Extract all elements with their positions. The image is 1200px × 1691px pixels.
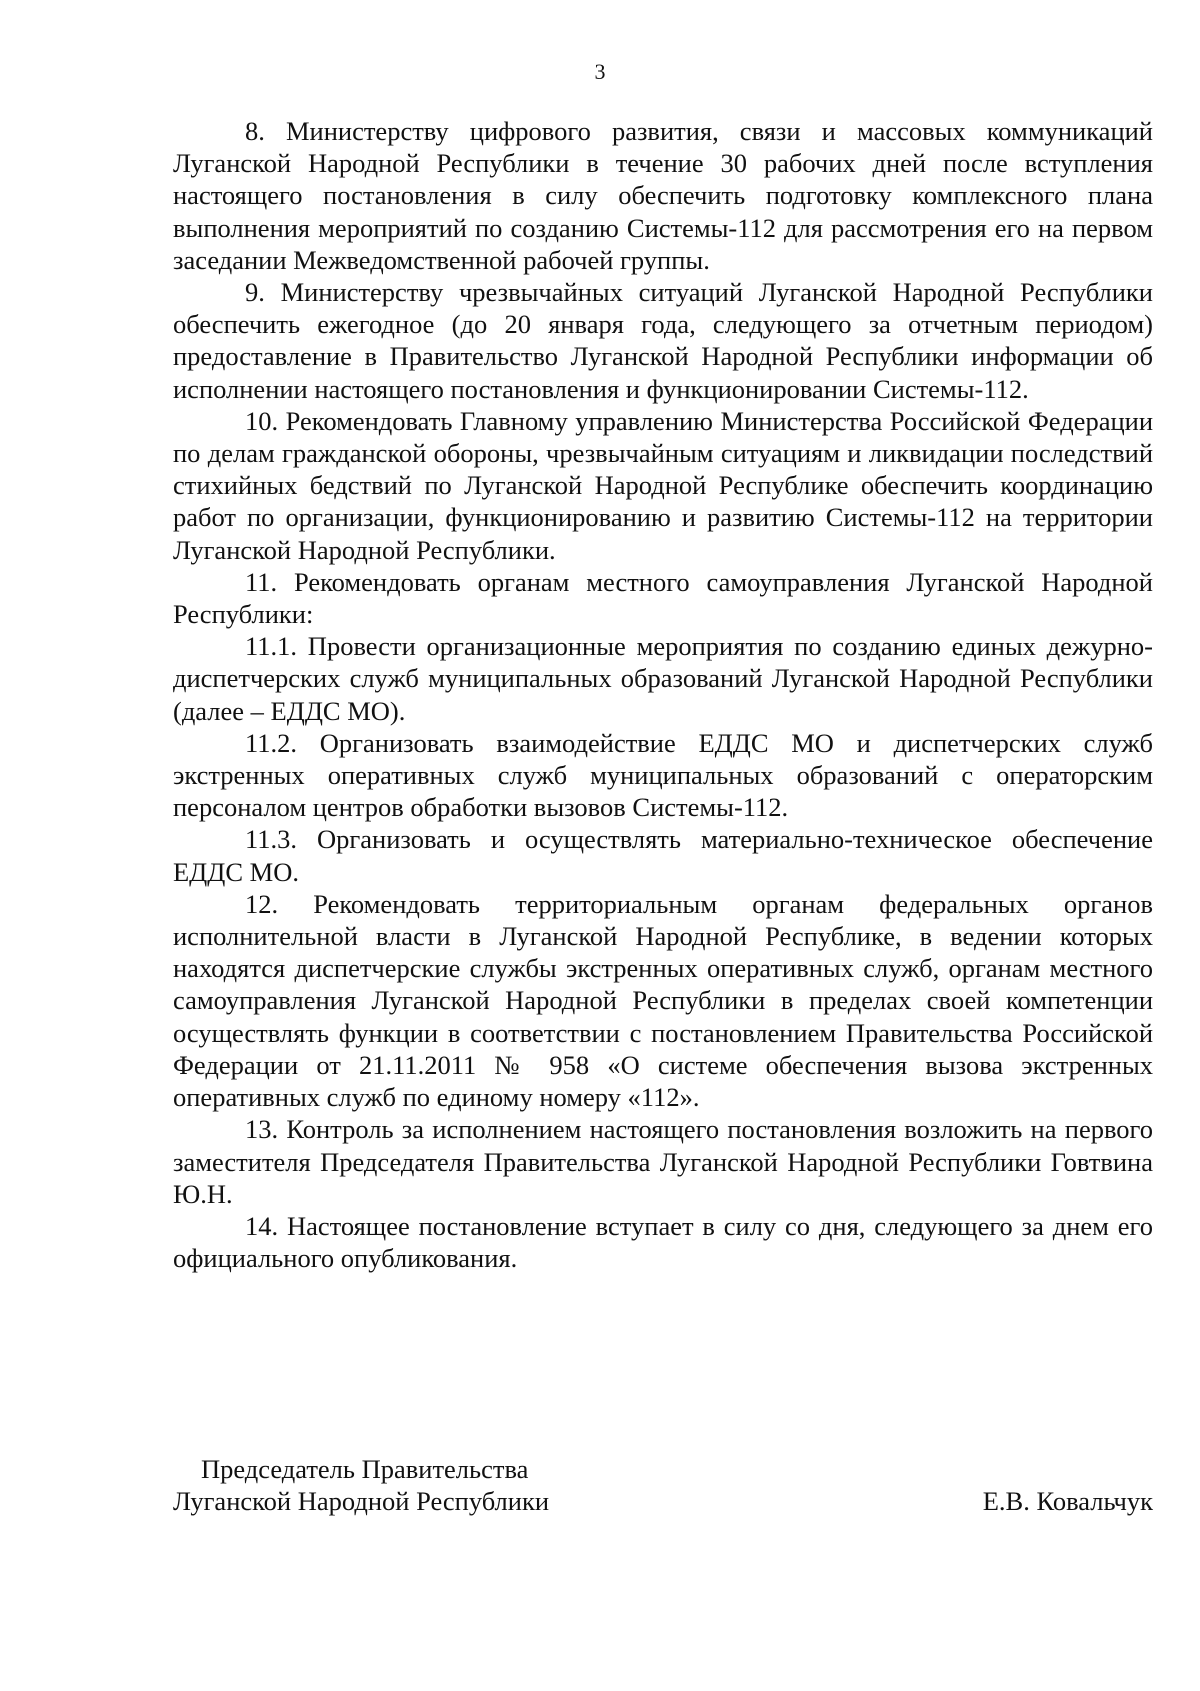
paragraph-11: 11. Рекомендовать органам местного самоуправления Луганской Народной Республики:: [173, 566, 1153, 630]
paragraph-11-2: 11.2. Организовать взаимодействие ЕДДС МО и диспетчерских служб экстренных оперативных служб муниципальных образований с операторским персоналом центров обработки вызовов Системы-112.: [173, 727, 1153, 823]
signatory-name: Е.В. Ковальчук: [982, 1486, 1153, 1516]
document-body: [173, 115, 1153, 1274]
paragraph-12: 12. Рекомендовать территориальным органам федеральных органов исполнительной власти в Луганской Народной Республике, в ведении которых находятся диспетчерские службы экстренных оперативных служб, органам местного самоуправления Луганской Народной Республики в пределах своей компетенции осуществлять функции в соответствии с постановлением Правительства Российской Федерации от 21.11.2011 № 958 «О системе обеспечения вызова экстренных оперативных служб по единому номеру «112».: [173, 888, 1153, 1113]
signatory-position-line2: Луганской Народной Республики: [173, 1486, 550, 1516]
page-number: 3: [594, 59, 606, 84]
signature-row: [173, 1485, 1153, 1517]
paragraph-11-3: 11.3. Организовать и осуществлять материально-техническое обеспечение ЕДДС МО.: [173, 824, 1153, 887]
signatory-position-line1: Председатель Правительства: [201, 1454, 529, 1484]
signature-block: [173, 1453, 1153, 1517]
paragraph-8: 8. Министерству цифрового развития, связи и массовых коммуникаций Луганской Народной Республики в течение 30 рабочих дней после вступления настоящего постановления в силу обеспечить подготовку комплексного плана выполнения мероприятий по созданию Системы-112 для рассмотрения его на первом заседании Межведомственной рабочей группы.: [173, 116, 1153, 275]
paragraph-10: 10. Рекомендовать Главному управлению Министерства Российской Федерации по делам гражданской обороны, чрезвычайным ситуациям и ликвидации последствий стихийных бедствий по Луганской Народной Республике обеспечить координацию работ по организации, функционированию и развитию Системы-112 на территории Луганской Народной Республики.: [173, 405, 1153, 565]
paragraph-11-1: 11.1. Провести организационные мероприятия по созданию единых дежурно-диспетчерских служб муниципальных образований Луганской Народной Республики (далее – ЕДДС МО).: [173, 631, 1153, 726]
paragraph-9: 9. Министерству чрезвычайных ситуаций Луганской Народной Республики обеспечить ежегодное (до 20 января года, следующего за отчетным периодом) предоставление в Правительство Луганской Народной Республики информации об исполнении настоящего постановления и функционировании Системы-112.: [173, 277, 1153, 404]
paragraph-13: 13. Контроль за исполнением настоящего постановления возложить на первого заместителя Председателя Правительства Луганской Народной Республики Говтвина Ю.Н.: [173, 1114, 1153, 1209]
paragraph-14: 14. Настоящее постановление вступает в силу со дня, следующего за днем его официального опубликования.: [173, 1210, 1153, 1274]
